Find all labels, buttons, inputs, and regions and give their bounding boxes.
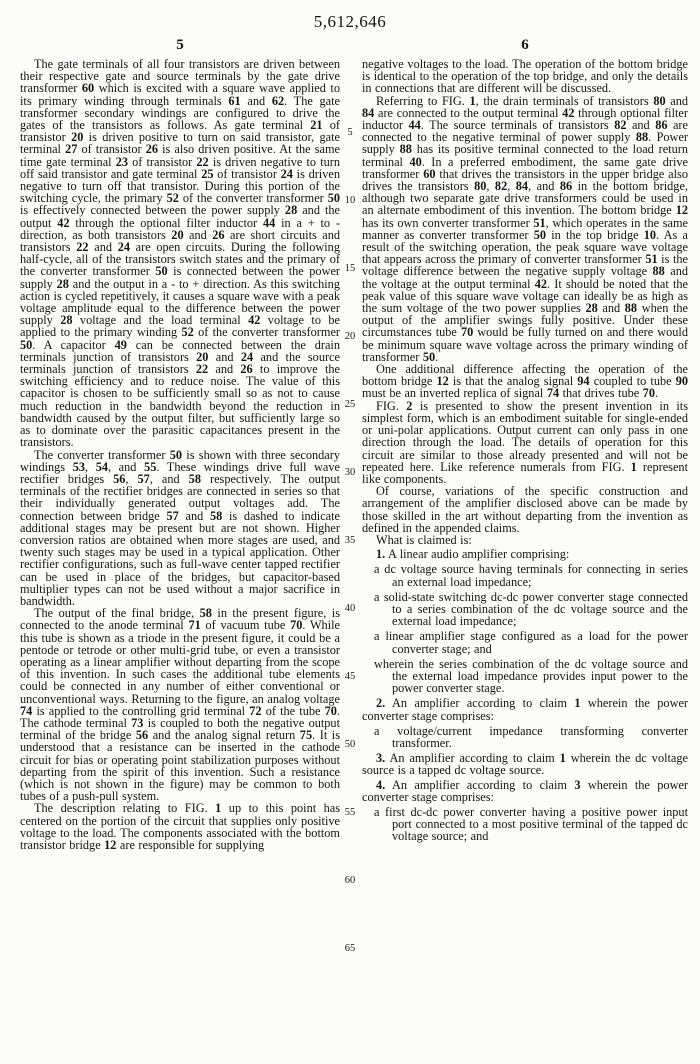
claim-2-clause-1: a voltage/current impedance transforming converter transformer. [374,723,688,750]
line-number-5: 5 [347,127,353,138]
col6-paragraph-3: One additional difference affecting the operation of the bottom bridge 12 is that the analog signal 94 coupled to tube 90 must be an inverted replica of signal 74 that drives tube 70. [362,362,688,401]
line-number-10: 10 [344,195,356,206]
claim-1-clause-4: wherein the series combination of the dc voltage source and the external load impedance provides input power to the power converter stage. [374,656,688,696]
claim-4-clause-1: a first dc-dc power converter having a positive power input port connected to a most positive terminal of the tapped dc voltage source; and [374,804,688,844]
line-number-55: 55 [344,807,356,818]
line-number-30: 30 [344,467,356,478]
claim-1-clause-2: a solid-state switching dc-dc power converter stage connected to a series combination of the dc voltage source and the external load impedance; [374,589,688,629]
col5-paragraph-1: The gate terminals of all four transistors are driven between their respective gate and source terminals by the gate drive transformer 60 which is excited with a square wave applied to its primary winding through terminals 61 and 62. The gate transformer secondary windings are configured to drive the gates of the transistors as follows. As gate terminal 21 of transistor 20 is driven positive to turn on said transistor, gate terminal 27 of transistor 26 is also driven positive. At the same time gate terminal 23 of transistor 22 is driven negative to turn off said transistor and gate terminal 25 of transistor 24 is driven negative to turn off that transistor. During this portion of the switching cycle, the primary 52 of the converter transformer 50 is effectively connected between the power supply 28 and the output 42 through the optional filter inductor 44 in a + to - direction, as both transistors 20 and 26 are short circuits and transistors 22 and 24 are open circuits. During the following half-cycle, all of the transistors switch states and the primary of the converter transformer 50 is connected between the power supply 28 and the output in a - to + direction. As this switching action is cycled repetitively, it causes a square wave with a peak voltage amplitude equal to the difference between the power supply 28 voltage and the load terminal 42 voltage to be applied to the primary winding 52 of the converter transformer 50. A capacitor 49 can be connected between the drain terminals junction of transistors 20 and 24 and the source terminals junction of transistors 22 and 26 to improve the switching efficiency and to reduce noise. The value of this capacitor is chosen to be sufficiently small so as not to cause much reduction in the bandwidth beyond the reduction in bandwidth caused by the output filter, but sufficiently large so as to dominate over the parasitic capacitances present in the transistors. [20,57,341,450]
line-number-65: 65 [344,943,356,954]
patent-number: 5,612,646 [313,12,387,31]
claims-section [362,548,688,842]
line-number-25: 25 [344,399,356,410]
claim-4-intro: 4. An amplifier according to claim 3 wherein the power converter stage comprises: [362,777,688,804]
claim-1-clause-3: a linear amplifier stage configured as a load for the power converter stage; and [374,629,688,656]
column-5 [20,37,340,851]
col6-paragraph-1: negative voltages to the load. The operation of the bottom bridge is identical to the operation of the top bridge, and only the details in connections that are different will be discussed. [362,57,688,96]
claim-1-clause-1: a dc voltage source having terminals for connecting in series an external load impedance; [374,562,688,589]
col6-paragraph-2: Referring to FIG. 1, the drain terminals of transistors 80 and 84 are connected to the output terminal 42 through optional filter inductor 44. The source terminals of transistors 82 and 86 are connected to the negative terminal of power supply 88. Power supply 88 has its positive terminal connected to the load return terminal 40. In a preferred embodiment, the same gate drive transformer 60 that drives the transistors in the upper bridge also drives the transistors 80, 82, 84, and 86 in the bottom bridge, although two separate gate drive transformers could be used in an alternate embodiment of this invention. The bottom bridge 12 has its own converter transformer 51, which operates in the same manner as converter transformer 50 in the top bridge 10. As a result of the switching operation, the peak square wave voltage that appears across the primary of converter transformer 51 is the voltage difference between the negative supply voltage 88 and the voltage at the output terminal 42. It should be noted that the peak value of this square wave voltage can ideally be as high as the sum voltage of the two power supplies 28 and 88 when the output of the amplifier swings fully positive. Under these circumstances tube 70 would be fully turned on and there would be minimum square wave voltage across the primary winding of transformer 50. [362,93,689,364]
line-number-40: 40 [344,603,356,614]
claims-heading: What is claimed is: [376,532,472,547]
column-gutter [340,37,362,851]
line-number-45: 45 [344,671,356,682]
column-6 [362,37,688,851]
claim-3-intro: 3. An amplifier according to claim 1 wherein the dc voltage source is a tapped dc voltage source. [362,751,688,778]
col6-paragraph-4: FIG. 2 is presented to show the present invention in its simplest form, which is an embodiment suitable for single-ended or uni-polar applications. Output current can only pass in one direction through the load. The details of operation for this circuit are similar to those already presented and will not be repeated here. Like reference numerals from FIG. 1 represent like components. [362,398,689,486]
page-columns [0,37,700,954]
column-6-header: 6 [521,37,529,53]
line-number-20: 20 [344,331,356,342]
line-number-15: 15 [344,263,356,274]
line-number-50: 50 [344,739,356,750]
line-number-60: 60 [344,875,356,886]
claim-1-intro: 1. A linear audio amplifier comprising: [376,547,570,562]
line-number-35: 35 [344,535,356,546]
col5-paragraph-4: The description relating to FIG. 1 up to this point has centered on the portion of the circuit that supplies only positive voltage to the load. The components associated with the bottom transistor bridge 12 are responsible for supplying [20,801,340,852]
claim-2-intro: 2. An amplifier according to claim 1 wherein the power converter stage comprises: [362,696,688,723]
col5-paragraph-3: The output of the final bridge, 58 in the present figure, is connected to the anode terminal 71 of vacuum tube 70. While this tube is shown as a triode in the present figure, it could be a pentode or tetrode or other multi-grid tube, or even a transistor operating as a linear amplifier without departing from the scope of this invention. In such cases the additional tube elements could be connected in any number of either conventional or unconventional ways. Returning to the figure, an analog voltage 74 is applied to the controlling grid terminal 72 of the tube 70. The cathode terminal 73 is coupled to both the negative output terminal of the bridge 56 and the analog signal return 75. It is understood that a resistance can be inserted in the cathode circuit for bias or operating point stabilization purposes without departing from the spirit of this invention. Such a resistance (which is not shown in the figure) may be common to both tubes of a push-pull system. [20,606,341,804]
col6-paragraph-5: Of course, variations of the specific construction and arrangement of the amplifier disclosed above can be made by those skilled in the art without departing from the invention as defined in the appended claims. [362,484,688,535]
col5-paragraph-2: The converter transformer 50 is shown with three secondary windings 53, 54, and 55. These windings drive full wave rectifier bridges 56, 57, and 58 respectively. The output terminals of the rectifier bridges are connected in series so that their individually generated output voltages add. The connection between bridge 57 and 58 is dashed to indicate additional stages may be present but are not shown. Higher conversion ratios are obtained when more stages are used, and twenty such stages may be used in a typical application. Other rectifier configurations, such as full-wave center tapped rectifier can be used in place of the bridges, but capacitor-based multiplier types can not be used without a major sacrifice in bandwidth. [20,447,340,608]
column-5-header: 5 [176,37,184,53]
